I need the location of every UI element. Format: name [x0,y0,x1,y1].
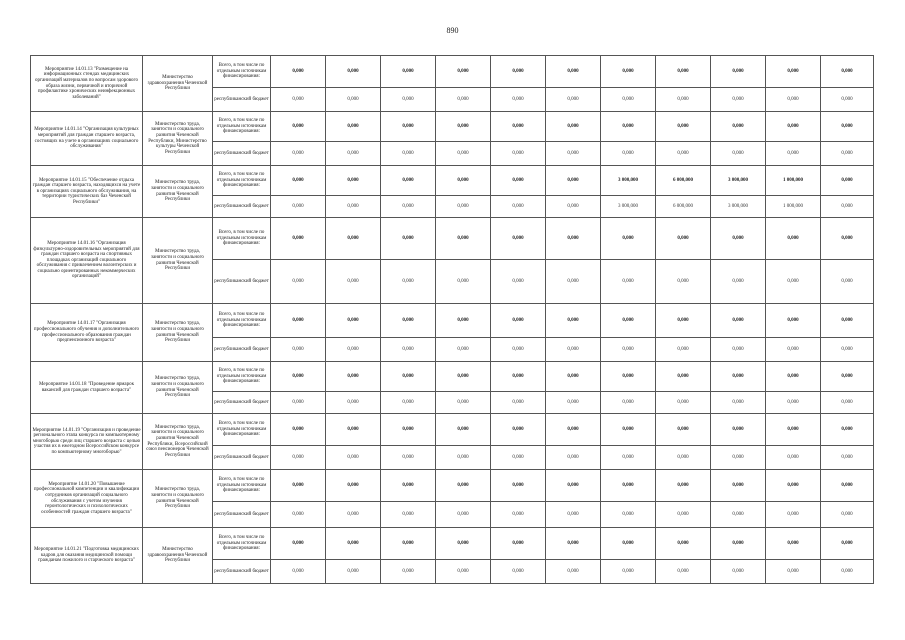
budget-value-cell: 0,000 [711,392,766,414]
budget-value-cell: 6 000,000 [656,196,711,218]
total-value-cell: 0,000 [436,362,491,392]
total-value-cell: 0,000 [546,304,601,338]
total-value-cell: 0,000 [546,528,601,560]
budget-value-cell: 0,000 [656,392,711,414]
total-value-cell: 0,000 [656,218,711,260]
total-value-cell: 0,000 [491,218,546,260]
total-value-cell: 0,000 [436,112,491,142]
budget-value-cell: 0,000 [436,446,491,470]
budget-value-cell: 3 000,000 [601,196,656,218]
budget-value-cell: 0,000 [601,338,656,362]
budget-value-cell: 0,000 [381,260,436,304]
budget-value-cell: 0,000 [381,196,436,218]
budget-value-cell: 0,000 [656,88,711,112]
source-budget-label: республиканский бюджет [213,392,271,414]
total-value-cell: 0,000 [711,528,766,560]
budget-value-cell: 0,000 [326,338,381,362]
total-value-cell: 0,000 [601,56,656,88]
budget-value-cell: 0,000 [326,88,381,112]
event-name-cell: Мероприятие 14.01.21 "Подготовка медицинских кадров для оказания медицинской помощи гражданам пожилого и старческого возраста" [31,528,143,584]
total-value-cell: 0,000 [656,112,711,142]
total-value-cell: 0,000 [711,362,766,392]
source-total-label: Всего, в том числе по отдельным источникам финансирования: [213,362,271,392]
total-value-cell: 0,000 [821,218,874,260]
total-value-cell: 0,000 [821,362,874,392]
total-value-cell: 0,000 [436,528,491,560]
executor-cell: Министерство труда, занятости и социального развития Чеченской Республики [143,362,213,414]
budget-value-cell: 0,000 [711,338,766,362]
table-row [31,112,874,142]
budget-value-cell: 0,000 [821,142,874,166]
total-value-cell: 3 000,000 [601,166,656,196]
total-value-cell: 0,000 [546,112,601,142]
budget-value-cell: 0,000 [546,196,601,218]
total-value-cell: 0,000 [656,304,711,338]
source-total-label: Всего, в том числе по отдельным источникам финансирования: [213,470,271,502]
total-value-cell: 0,000 [326,218,381,260]
total-value-cell: 0,000 [436,304,491,338]
source-budget-label: республиканский бюджет [213,446,271,470]
total-value-cell: 0,000 [326,362,381,392]
total-value-cell: 0,000 [821,112,874,142]
total-value-cell: 6 000,000 [656,166,711,196]
budget-value-cell: 0,000 [381,392,436,414]
table-row [31,362,874,392]
total-value-cell: 0,000 [601,362,656,392]
budget-value-cell: 0,000 [821,338,874,362]
total-value-cell: 0,000 [271,414,326,446]
budget-value-cell: 0,000 [491,338,546,362]
executor-cell: Министерство здравоохранения Чеченской Республики [143,528,213,584]
budget-value-cell: 0,000 [381,446,436,470]
total-value-cell: 0,000 [326,470,381,502]
budget-value-cell: 0,000 [601,88,656,112]
executor-cell: Министерство здравоохранения Чеченской Республики [143,56,213,112]
source-total-label: Всего, в том числе по отдельным источникам финансирования: [213,414,271,446]
total-value-cell: 0,000 [491,56,546,88]
budget-value-cell: 0,000 [711,88,766,112]
total-value-cell: 0,000 [271,528,326,560]
budget-value-cell: 0,000 [381,502,436,528]
total-value-cell: 0,000 [656,414,711,446]
budget-value-cell: 0,000 [271,560,326,584]
budget-value-cell: 0,000 [656,502,711,528]
budget-value-cell: 0,000 [656,560,711,584]
table-row [31,414,874,446]
total-value-cell: 0,000 [381,414,436,446]
budget-value-cell: 0,000 [491,260,546,304]
table-row [31,304,874,338]
total-value-cell: 0,000 [271,56,326,88]
total-value-cell: 0,000 [326,528,381,560]
total-value-cell: 3 000,000 [711,166,766,196]
budget-value-cell: 0,000 [601,392,656,414]
source-budget-label: республиканский бюджет [213,142,271,166]
source-budget-label: республиканский бюджет [213,196,271,218]
total-value-cell: 0,000 [821,470,874,502]
source-budget-label: республиканский бюджет [213,560,271,584]
budget-value-cell: 0,000 [766,88,821,112]
source-budget-label: республиканский бюджет [213,502,271,528]
executor-cell: Министерство труда, занятости и социального развития Чеченской Республики, Всероссийский союз пенсионеров Чеченской Республики [143,414,213,470]
budget-value-cell: 0,000 [436,260,491,304]
budget-value-cell: 0,000 [601,142,656,166]
total-value-cell: 0,000 [436,166,491,196]
source-total-label: Всего, в том числе по отдельным источникам финансирования: [213,112,271,142]
total-value-cell: 0,000 [656,470,711,502]
source-budget-label: республиканский бюджет [213,260,271,304]
budget-value-cell: 0,000 [546,142,601,166]
budget-value-cell: 0,000 [601,502,656,528]
budget-value-cell: 0,000 [546,338,601,362]
total-value-cell: 0,000 [711,56,766,88]
event-name-cell: Мероприятие 14.01.13 "Размещение на информационных стендах медицинских организаций материалов по вопросам здорового образа жизни, первичной и вторичной профилактике хронических неинфекционных заболеваний" [31,56,143,112]
total-value-cell: 0,000 [821,166,874,196]
budget-value-cell: 0,000 [546,502,601,528]
total-value-cell: 0,000 [601,470,656,502]
budget-value-cell: 0,000 [271,196,326,218]
total-value-cell: 0,000 [381,304,436,338]
page-number: 890 [446,26,459,35]
budget-value-cell: 0,000 [436,196,491,218]
event-name-cell: Мероприятие 14.01.14 "Организация культурных мероприятий для граждан старшего возраста, состоящих на учете в организациях социального обслуживания" [31,112,143,166]
source-total-label: Всего, в том числе по отдельным источникам финансирования: [213,304,271,338]
budget-value-cell: 0,000 [546,88,601,112]
total-value-cell: 0,000 [821,414,874,446]
total-value-cell: 0,000 [821,304,874,338]
total-value-cell: 0,000 [381,166,436,196]
budget-value-cell: 0,000 [381,88,436,112]
budget-value-cell: 0,000 [711,502,766,528]
event-name-cell: Мероприятие 14.01.20 "Повышение профессиональной компетенции и квалификации сотрудников организаций социального обслуживания с учетом изучения геронтологических и психологических особенностей граждан старшего возраста" [31,470,143,528]
budget-value-cell: 0,000 [326,260,381,304]
budget-value-cell: 0,000 [766,338,821,362]
total-value-cell: 0,000 [381,218,436,260]
budget-value-cell: 0,000 [821,502,874,528]
source-total-label: Всего, в том числе по отдельным источникам финансирования: [213,218,271,260]
event-name-cell: Мероприятие 14.01.17 "Организация профессионального обучения и дополнительного профессионального образования граждан предпенсионного возраста" [31,304,143,362]
budget-value-cell: 0,000 [546,560,601,584]
total-value-cell: 0,000 [436,56,491,88]
budget-value-cell: 0,000 [436,392,491,414]
total-value-cell: 0,000 [271,470,326,502]
budget-value-cell: 0,000 [436,88,491,112]
total-value-cell: 0,000 [436,218,491,260]
budget-value-cell: 0,000 [271,446,326,470]
budget-value-cell: 0,000 [601,560,656,584]
total-value-cell: 0,000 [271,112,326,142]
budget-value-cell: 0,000 [381,338,436,362]
total-value-cell: 0,000 [766,470,821,502]
total-value-cell: 0,000 [381,528,436,560]
total-value-cell: 0,000 [601,414,656,446]
budget-value-cell: 0,000 [766,502,821,528]
event-name-cell: Мероприятие 14.01.19 "Организация и проведение регионального этапа конкурса по компьютерному многоборью среди лиц старшего возраста с целью участия их в ежегодном Всероссийском конкурсе по компьютерному многоборью" [31,414,143,470]
total-value-cell: 0,000 [821,528,874,560]
total-value-cell: 0,000 [271,304,326,338]
budget-value-cell: 0,000 [491,142,546,166]
total-value-cell: 0,000 [601,304,656,338]
budget-value-cell: 0,000 [271,88,326,112]
total-value-cell: 0,000 [326,112,381,142]
total-value-cell: 0,000 [766,304,821,338]
total-value-cell: 0,000 [436,414,491,446]
budget-value-cell: 0,000 [491,446,546,470]
total-value-cell: 0,000 [546,218,601,260]
budget-value-cell: 0,000 [436,502,491,528]
budget-value-cell: 0,000 [546,446,601,470]
total-value-cell: 0,000 [546,362,601,392]
budget-value-cell: 0,000 [491,88,546,112]
total-value-cell: 0,000 [656,56,711,88]
budget-value-cell: 0,000 [326,446,381,470]
total-value-cell: 0,000 [546,414,601,446]
total-value-cell: 0,000 [491,166,546,196]
budget-value-cell: 0,000 [271,142,326,166]
budget-value-cell: 0,000 [711,260,766,304]
total-value-cell: 0,000 [766,112,821,142]
total-value-cell: 0,000 [766,362,821,392]
budget-value-cell: 0,000 [766,260,821,304]
budget-value-cell: 0,000 [656,260,711,304]
budget-value-cell: 0,000 [436,338,491,362]
budget-value-cell: 0,000 [491,392,546,414]
total-value-cell: 0,000 [546,470,601,502]
total-value-cell: 0,000 [766,56,821,88]
budget-value-cell: 0,000 [491,196,546,218]
total-value-cell: 0,000 [711,414,766,446]
total-value-cell: 0,000 [381,56,436,88]
budget-value-cell: 0,000 [271,392,326,414]
total-value-cell: 0,000 [491,528,546,560]
budget-value-cell: 0,000 [381,560,436,584]
executor-cell: Министерство труда, занятости и социального развития Чеченской Республики [143,218,213,304]
total-value-cell: 0,000 [766,414,821,446]
budget-value-cell: 0,000 [546,260,601,304]
budget-value-cell: 3 000,000 [711,196,766,218]
budget-value-cell: 0,000 [711,446,766,470]
executor-cell: Министерство труда, занятости и социального развития Чеченской Республики, Министерство культуры Чеченской Республики [143,112,213,166]
source-total-label: Всего, в том числе по отдельным источникам финансирования: [213,166,271,196]
budget-value-cell: 0,000 [821,560,874,584]
total-value-cell: 0,000 [436,470,491,502]
event-name-cell: Мероприятие 14.01.18 "Проведение ярмарок вакансий для граждан старшего возраста" [31,362,143,414]
budget-value-cell: 0,000 [656,338,711,362]
funding-table [30,55,874,584]
total-value-cell: 1 000,000 [766,166,821,196]
budget-value-cell: 0,000 [656,142,711,166]
executor-cell: Министерство труда, занятости и социального развития Чеченской Республики [143,304,213,362]
total-value-cell: 0,000 [491,112,546,142]
total-value-cell: 0,000 [381,112,436,142]
executor-cell: Министерство труда, занятости и социального развития Чеченской Республики [143,470,213,528]
table-row [31,166,874,196]
budget-value-cell: 1 000,000 [766,196,821,218]
budget-value-cell: 0,000 [821,196,874,218]
budget-value-cell: 0,000 [766,446,821,470]
total-value-cell: 0,000 [326,56,381,88]
total-value-cell: 0,000 [711,218,766,260]
total-value-cell: 0,000 [491,304,546,338]
total-value-cell: 0,000 [766,218,821,260]
total-value-cell: 0,000 [326,414,381,446]
budget-value-cell: 0,000 [711,142,766,166]
total-value-cell: 0,000 [601,218,656,260]
budget-value-cell: 0,000 [326,502,381,528]
source-budget-label: республиканский бюджет [213,88,271,112]
total-value-cell: 0,000 [601,112,656,142]
total-value-cell: 0,000 [711,470,766,502]
table-row [31,528,874,560]
budget-value-cell: 0,000 [491,502,546,528]
budget-value-cell: 0,000 [381,142,436,166]
total-value-cell: 0,000 [271,166,326,196]
total-value-cell: 0,000 [546,56,601,88]
total-value-cell: 0,000 [546,166,601,196]
table-row [31,470,874,502]
budget-value-cell: 0,000 [711,560,766,584]
total-value-cell: 0,000 [711,112,766,142]
total-value-cell: 0,000 [381,470,436,502]
budget-value-cell: 0,000 [766,142,821,166]
budget-value-cell: 0,000 [821,446,874,470]
budget-value-cell: 0,000 [436,142,491,166]
budget-value-cell: 0,000 [821,392,874,414]
total-value-cell: 0,000 [491,470,546,502]
table-row [31,218,874,260]
total-value-cell: 0,000 [766,528,821,560]
total-value-cell: 0,000 [821,56,874,88]
budget-value-cell: 0,000 [766,560,821,584]
total-value-cell: 0,000 [326,166,381,196]
executor-cell: Министерство труда, занятости и социального развития Чеченской Республики [143,166,213,218]
event-name-cell: Мероприятие 14.01.16 "Организация физкультурно-оздоровительных мероприятий для граждан старшего возраста на спортивных площадках организаций социального обслуживания с привлечением волонтерских и социально ориентированных некоммерческих организаций" [31,218,143,304]
budget-value-cell: 0,000 [436,560,491,584]
budget-value-cell: 0,000 [326,392,381,414]
total-value-cell: 0,000 [711,304,766,338]
source-total-label: Всего, в том числе по отдельным источникам финансирования: [213,56,271,88]
budget-value-cell: 0,000 [326,196,381,218]
total-value-cell: 0,000 [491,414,546,446]
total-value-cell: 0,000 [326,304,381,338]
budget-value-cell: 0,000 [546,392,601,414]
total-value-cell: 0,000 [271,218,326,260]
budget-value-cell: 0,000 [601,260,656,304]
total-value-cell: 0,000 [656,528,711,560]
total-value-cell: 0,000 [381,362,436,392]
budget-value-cell: 0,000 [326,142,381,166]
budget-value-cell: 0,000 [821,260,874,304]
budget-value-cell: 0,000 [601,446,656,470]
budget-value-cell: 0,000 [271,260,326,304]
budget-value-cell: 0,000 [656,446,711,470]
budget-value-cell: 0,000 [491,560,546,584]
budget-value-cell: 0,000 [821,88,874,112]
total-value-cell: 0,000 [491,362,546,392]
event-name-cell: Мероприятие 14.01.15 "Обеспечение отдыха граждан старшего возраста, находящихся на учете в организациях социального обслуживания, на территории туристических баз Чеченской Республики" [31,166,143,218]
total-value-cell: 0,000 [656,362,711,392]
budget-value-cell: 0,000 [326,560,381,584]
table-row [31,56,874,88]
source-budget-label: республиканский бюджет [213,338,271,362]
budget-value-cell: 0,000 [271,502,326,528]
budget-value-cell: 0,000 [271,338,326,362]
total-value-cell: 0,000 [601,528,656,560]
total-value-cell: 0,000 [271,362,326,392]
budget-value-cell: 0,000 [766,392,821,414]
source-total-label: Всего, в том числе по отдельным источникам финансирования: [213,528,271,560]
